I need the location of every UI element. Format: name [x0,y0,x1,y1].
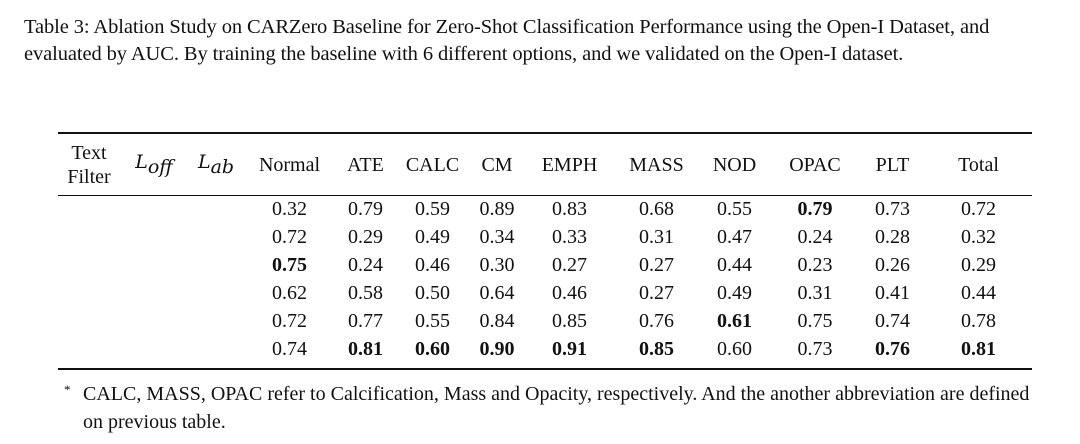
cell-opac: 0.23 [797,254,833,276]
cell-mass: 0.85 [639,338,674,360]
cell-plt: 0.28 [875,226,910,248]
table-row [58,251,1032,279]
cell-opac: 0.31 [797,282,833,304]
cell-total: 0.72 [961,198,996,220]
cell-loss-off [120,307,188,335]
cell-nod: 0.44 [717,254,752,276]
cell-calc: 0.50 [415,282,450,304]
cell-loss-off [120,251,188,279]
cell-ate: 0.58 [348,282,383,304]
cell-normal: 0.72 [272,226,307,248]
cell-mass: 0.76 [639,310,674,332]
cell-cm: 0.30 [479,254,515,276]
cell-loss-ab [188,251,244,279]
cell-nod: 0.61 [717,310,752,332]
header-nod: NOD [712,153,757,176]
cell-plt: 0.41 [875,282,910,304]
cell-ate: 0.24 [348,254,383,276]
cell-loss-ab [188,195,244,223]
header-total: Total [958,153,999,176]
cell-emph: 0.91 [552,338,587,360]
cell-loss-off [120,335,188,363]
table-row [58,195,1032,223]
cell-text-filter [58,279,120,307]
header-calc: CALC [405,153,460,176]
footnote-marker: * [64,382,71,397]
cell-loss-off [120,223,188,251]
cell-mass: 0.27 [639,254,674,276]
table-footnote [64,380,1044,436]
cell-opac: 0.79 [797,198,833,220]
header-mass: MASS [629,153,684,176]
cell-plt: 0.26 [875,254,910,276]
cell-emph: 0.85 [552,310,587,332]
cell-nod: 0.49 [717,282,752,304]
cell-nod: 0.47 [717,226,752,248]
cell-text-filter [58,335,120,363]
header-plt: PLT [875,153,910,176]
header-opac: OPAC [789,153,841,176]
cell-opac: 0.75 [797,310,833,332]
cell-loss-ab [188,223,244,251]
cell-total: 0.81 [961,338,996,360]
footnote-text: CALC, MASS, OPAC refer to Calcification, Mass and Opacity, respectively. And the another abbreviation are defined on previous table. [83,383,1030,433]
cell-calc: 0.46 [415,254,450,276]
header-emph: EMPH [541,153,598,176]
header-ate: ATE [347,153,384,176]
cell-text-filter [58,307,120,335]
cell-normal: 0.32 [272,198,307,220]
cell-plt: 0.76 [875,338,910,360]
cell-cm: 0.89 [479,198,515,220]
cell-nod: 0.60 [717,338,752,360]
cell-cm: 0.34 [479,226,515,248]
table-row [58,307,1032,335]
table-row [58,223,1032,251]
table-row [58,279,1032,307]
header-normal: Normal [258,153,321,176]
table-row [58,335,1032,363]
header-row [58,134,1032,195]
header-loss-ab: $L_{ab}$ [197,151,235,178]
cell-plt: 0.74 [875,310,910,332]
cell-plt: 0.73 [875,198,910,220]
cell-opac: 0.73 [797,338,833,360]
cell-loss-ab [188,307,244,335]
cell-cm: 0.84 [479,310,515,332]
header-loss-off: $L_{off}$ [135,151,173,178]
header-cm: CM [481,153,513,176]
cell-emph: 0.27 [552,254,587,276]
cell-mass: 0.68 [639,198,674,220]
cell-normal: 0.74 [272,338,307,360]
cell-opac: 0.24 [797,226,833,248]
cell-text-filter [58,251,120,279]
cell-nod: 0.55 [717,198,752,220]
cell-calc: 0.49 [415,226,450,248]
cell-text-filter [58,195,120,223]
cell-ate: 0.29 [348,226,383,248]
cell-ate: 0.77 [348,310,383,332]
cell-cm: 0.64 [479,282,515,304]
cell-normal: 0.72 [272,310,307,332]
cell-calc: 0.55 [415,310,450,332]
cell-loss-off [120,279,188,307]
cell-loss-off [120,195,188,223]
cell-calc: 0.59 [415,198,450,220]
cell-calc: 0.60 [415,338,450,360]
ablation-table [58,134,1032,363]
cell-total: 0.32 [961,226,996,248]
cell-loss-ab [188,279,244,307]
cell-total: 0.44 [961,282,996,304]
cell-mass: 0.27 [639,282,674,304]
cell-text-filter [58,223,120,251]
cell-cm: 0.90 [479,338,515,360]
cell-total: 0.78 [961,310,996,332]
cell-mass: 0.31 [639,226,674,248]
cell-ate: 0.81 [348,338,383,360]
cell-ate: 0.79 [348,198,383,220]
cell-emph: 0.33 [552,226,587,248]
table-caption: Table 3: Ablation Study on CARZero Baseline for Zero-Shot Classification Performance using the Open-I Dataset, and evaluated by AUC. By training the baseline with 6 different options, and we validated on the Open-I dataset. [24,16,990,65]
cell-normal: 0.62 [272,282,307,304]
cell-emph: 0.83 [552,198,587,220]
cell-normal: 0.75 [272,254,307,276]
cell-loss-ab [188,335,244,363]
header-text-filter: Text Filter [67,141,111,188]
cell-total: 0.29 [961,254,996,276]
cell-emph: 0.46 [552,282,587,304]
bottom-rule [58,368,1032,370]
